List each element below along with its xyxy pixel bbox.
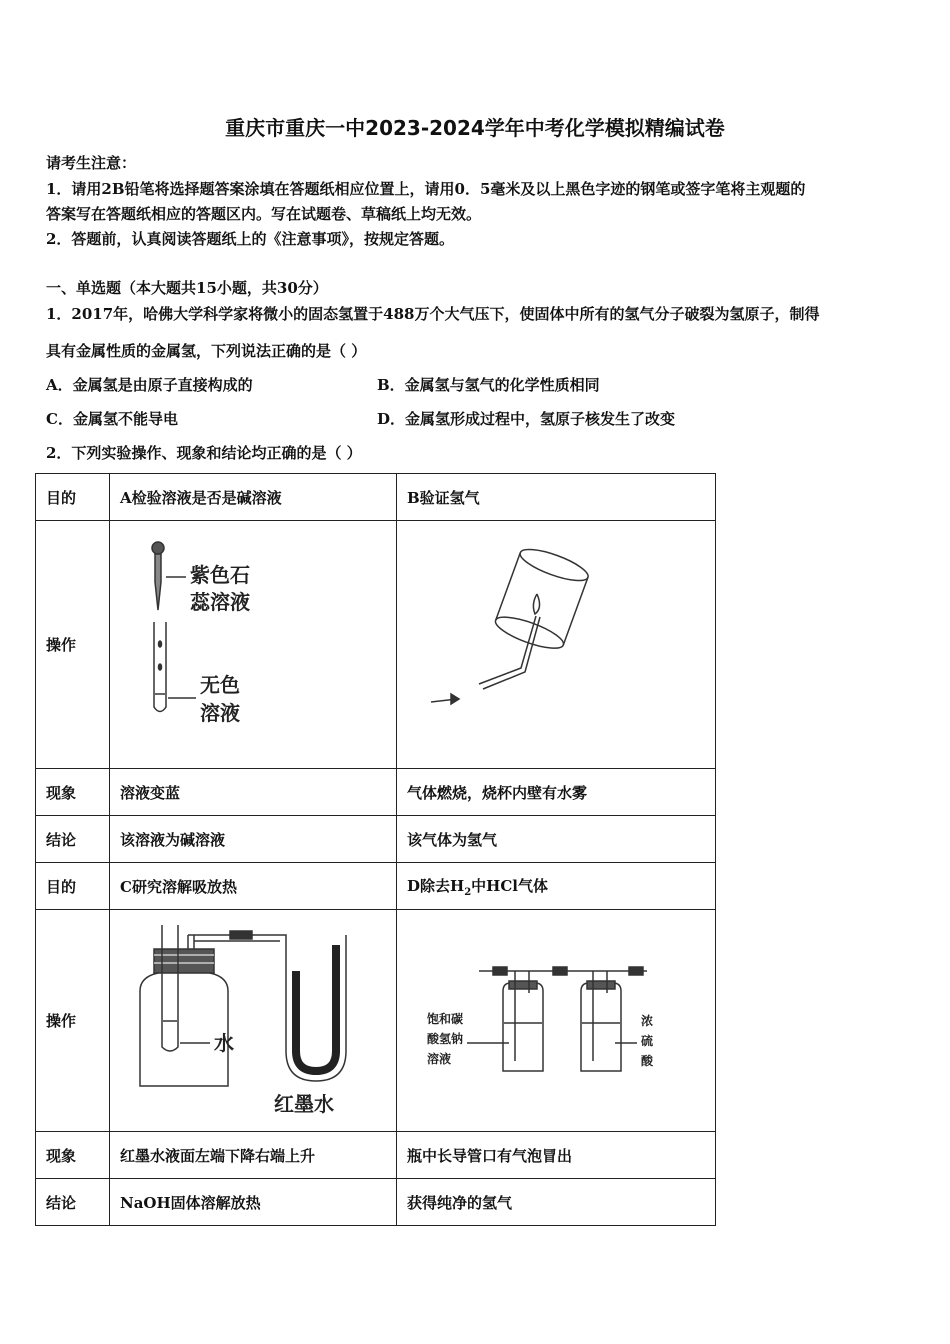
connector <box>629 967 643 975</box>
d-purpose-subscript: 2 <box>464 886 472 898</box>
cell-b-operation <box>397 521 716 769</box>
q1-option-c: C．金属氢不能导电 <box>46 410 178 428</box>
cell-d-conclusion: 获得纯净的氢气 <box>397 1179 716 1226</box>
q1-option-d: D．金属氢形成过程中，氢原子核发生了改变 <box>377 410 676 428</box>
q2-stem: 2．下列实验操作、现象和结论均正确的是（ ） <box>46 444 362 462</box>
gas-purification-figure <box>397 911 715 1131</box>
connector <box>553 967 567 975</box>
cell-d-purpose <box>397 863 716 910</box>
experiment-table <box>35 473 716 1226</box>
connector <box>230 931 252 939</box>
notice-line-2: 2．答题前，认真阅读答题纸上的《注意事项》，按规定答题。 <box>46 230 454 248</box>
label-red-ink: 红墨水 <box>274 1091 334 1116</box>
q1-stem-b: 具有金属性质的金属氢，下列说法正确的是（ ） <box>46 342 367 360</box>
label-colorless-1: 无色 <box>200 672 240 697</box>
notice-line-1b: 答案写在答题纸相应的答题区内。写在试题卷、草稿纸上均无效。 <box>46 205 482 223</box>
inner-tube <box>162 925 178 1051</box>
stopper <box>154 949 214 973</box>
droplet <box>159 641 162 647</box>
cell-b-purpose: B验证氢气 <box>397 474 716 521</box>
label-acid-3: 酸 <box>641 1053 654 1068</box>
inverted-beaker <box>492 543 591 654</box>
cell-d-operation <box>397 910 716 1132</box>
cell-b-conclusion: 该气体为氢气 <box>397 816 716 863</box>
bottle-right <box>581 983 621 1071</box>
table-row <box>36 863 716 910</box>
cell-a-operation <box>110 521 397 769</box>
q1-option-b: B．金属氢与氢气的化学性质相同 <box>377 376 600 394</box>
label-bicarb-1: 饱和碳 <box>427 1011 464 1026</box>
label-litmus-1: 紫色石 <box>190 562 250 587</box>
row-label-purpose: 目的 <box>36 474 110 521</box>
dropper-tube <box>155 554 161 610</box>
notice-heading: 请考生注意： <box>46 154 137 172</box>
d-purpose-pre: D除去H <box>407 876 465 895</box>
table-row <box>36 1132 716 1179</box>
row-label-phenomenon: 现象 <box>36 769 110 816</box>
label-litmus-2: 蕊溶液 <box>190 589 250 614</box>
table-row <box>36 474 716 521</box>
label-colorless-2: 溶液 <box>200 700 240 725</box>
bottle-left <box>503 983 543 1071</box>
table-row <box>36 1179 716 1226</box>
label-water: 水 <box>214 1030 234 1055</box>
label-acid-2: 硫 <box>641 1033 654 1048</box>
hydrogen-test-figure <box>397 522 715 768</box>
row-label-operation: 操作 <box>36 910 110 1132</box>
cell-c-operation <box>110 910 397 1132</box>
row-label-phenomenon: 现象 <box>36 1132 110 1179</box>
row-label-operation: 操作 <box>36 521 110 769</box>
flame <box>533 594 539 614</box>
label-bicarb-3: 溶液 <box>427 1051 452 1066</box>
cell-a-phenomenon: 溶液变蓝 <box>110 769 397 816</box>
label-bicarb-2: 酸氢钠 <box>427 1031 464 1046</box>
page-title: 重庆市重庆一中2023-2024学年中考化学模拟精编试卷 <box>225 116 725 140</box>
flask <box>140 963 228 1086</box>
droplet <box>159 664 162 670</box>
red-ink <box>296 945 336 1071</box>
connector <box>493 967 507 975</box>
table-row <box>36 521 716 769</box>
section-heading: 一、单选题（本大题共15小题，共30分） <box>46 279 328 297</box>
q1-option-a: A．金属氢是由原子直接构成的 <box>46 376 253 394</box>
cell-d-phenomenon: 瓶中长导管口有气泡冒出 <box>397 1132 716 1179</box>
cell-c-conclusion: NaOH固体溶解放热 <box>110 1179 397 1226</box>
table-row <box>36 816 716 863</box>
dropper-bulb <box>152 542 164 554</box>
d-purpose-post: 中HCl气体 <box>471 876 548 895</box>
gas-tube <box>479 616 536 684</box>
label-acid-1: 浓 <box>641 1013 654 1028</box>
cell-a-purpose: A检验溶液是否是碱溶液 <box>110 474 397 521</box>
notice-line-1a: 1．请用2B铅笔将选择题答案涂填在答题纸相应位置上，请用0．5毫米及以上黑色字迹的钢笔或签字笔将主观题的 <box>46 180 806 198</box>
row-label-purpose: 目的 <box>36 863 110 910</box>
bottle-left-cap <box>509 981 537 989</box>
table-row <box>36 769 716 816</box>
row-label-conclusion: 结论 <box>36 1179 110 1226</box>
cell-a-conclusion: 该溶液为碱溶液 <box>110 816 397 863</box>
flow-arrowhead <box>451 694 459 704</box>
bottle-right-cap <box>587 981 615 989</box>
q1-stem-a: 1．2017年，哈佛大学科学家将微小的固态氢置于488万个大气压下，使固体中所有的氢气分子破裂为氢原子，制得 <box>46 305 820 323</box>
cell-c-purpose: C研究溶解吸放热 <box>110 863 397 910</box>
outlet-tube <box>188 935 194 949</box>
cell-c-phenomenon: 红墨水液面左端下降右端上升 <box>110 1132 397 1179</box>
table-row <box>36 910 716 1132</box>
litmus-test-figure <box>110 522 396 768</box>
row-label-conclusion: 结论 <box>36 816 110 863</box>
dissolution-heat-figure <box>110 911 396 1131</box>
gas-tube <box>483 617 540 689</box>
cell-b-phenomenon: 气体燃烧，烧杯内壁有水雾 <box>397 769 716 816</box>
